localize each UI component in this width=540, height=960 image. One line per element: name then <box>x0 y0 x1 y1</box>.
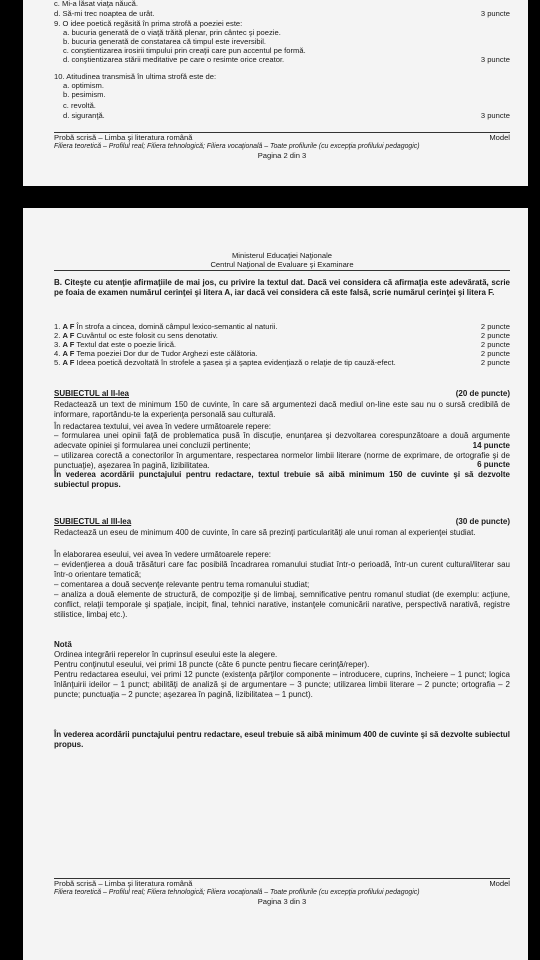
part-b-item-2 <box>54 331 510 340</box>
footer-line-1 <box>54 879 510 888</box>
note-title: Notă <box>54 640 72 649</box>
subject-2-title: SUBIECTUL al II-lea <box>54 389 129 398</box>
subject-3-guide-1: – evidenţierea a două trăsături care fac posibilă încadrarea romanului studiat într-o perioadă, într-un curent cultural/literar sau într-o orientare tematică; <box>54 560 510 579</box>
subject-2-guide-intro: În redactarea textului, vei avea în vedere următoarele repere: <box>54 422 272 431</box>
true-false-marker: A F <box>62 349 75 358</box>
footer-page-number: Pagina 2 din 3 <box>257 151 307 160</box>
header-rule <box>54 270 510 271</box>
item9-option-d-text: d. conştientizarea stării meditative pe care o resimte orice creator. <box>63 55 285 64</box>
item-score: 2 puncte <box>480 340 510 349</box>
item-score: 2 puncte <box>480 322 510 331</box>
footer-line-2: Filiera teoretică – Profilul real; Filiera tehnologică; Filiera vocaţională – Toate profilurile (cu excepţia profilului pedagogic) <box>54 143 420 150</box>
subject-3-task: Redactează un eseu de minimum 400 de cuvinte, în care să prezinţi particularităţi ale unui roman al experienţei studiat. <box>54 528 476 537</box>
subject-3-guide-3: – analiza a două elemente de structură, de compoziţie şi de limbaj, semnificative pentru romanul studiat (de exemplu: acţiune, conflict, relaţii temporale şi spaţiale, incipit, final, tehnici narative, instanţele comunicării narative, perspectivă narativă, registre stilistice, limbaj etc.). <box>54 590 510 619</box>
subject-2-guide-2-score: 6 puncte <box>477 460 510 469</box>
item10-question: 10. Atitudinea transmisă în ultima strofă este de: <box>54 72 217 81</box>
subject-2-guide-1: – formularea unei opinii faţă de problematica pusă în discuţie, enunţarea şi dezvoltarea corespunzătoare a două argumente adecvate opiniei şi formularea unei concluzii pertinente; <box>54 431 510 450</box>
item8-score: 3 puncte <box>480 9 510 18</box>
item-number: 1. <box>54 322 61 331</box>
true-false-marker: A F <box>62 322 75 331</box>
subject-3-title: SUBIECTUL al III-lea <box>54 517 132 526</box>
subject-2-guide-2: – utilizarea corectă a conectorilor în argumentare, respectarea normelor limbii literare (norme de exprimare, de ortografie şi de punctuaţie), aşezarea în pagină, lizibilitatea. <box>54 451 510 470</box>
true-false-marker: A F <box>62 340 75 349</box>
true-false-marker: A F <box>62 358 75 367</box>
item-score: 2 puncte <box>480 349 510 358</box>
item10-option-c: c. revoltă. <box>63 101 96 110</box>
footer-line-2: Filiera teoretică – Profilul real; Filiera tehnologică; Filiera vocaţională – Toate profilurile (cu excepţia profilului pedagogic) <box>54 889 420 896</box>
subject-2-header <box>54 389 510 398</box>
part-b-item-1 <box>54 322 510 331</box>
item10-option-d <box>63 111 510 120</box>
item10-option-d-text: d. siguranţă. <box>63 111 105 120</box>
item10-option-b: b. pesimism. <box>63 90 106 99</box>
item-text: Textul dat este o poezie lirică. <box>76 340 177 349</box>
item9-option-d <box>63 55 510 64</box>
item10-option-a: a. optimism. <box>63 81 104 90</box>
note-line-3: Pentru redactarea eseului, vei primi 12 puncte (existenţa părţilor componente – introducere, cuprins, încheiere – 1 punct; logica înlănţuirii ideilor – 1 punct; abilităţi de analiză şi de argumentare – 3 puncte; utilizarea limbii literare – 2 puncte; ortografia – 2 puncte; punctuaţia – 2 puncte; aşezarea în pagină, lizibilitatea – 1 punct). <box>54 670 510 699</box>
footer-exam-name: Probă scrisă – Limba şi literatura română <box>54 133 193 142</box>
part-b-item-4 <box>54 349 510 358</box>
subject-2-points: (20 de puncte) <box>455 389 510 398</box>
part-b-item-3 <box>54 340 510 349</box>
note-line-2: Pentru conţinutul eseului, vei primi 18 puncte (câte 6 puncte pentru fiecare cerinţă/reper). <box>54 660 370 669</box>
item9-score: 3 puncte <box>480 55 510 64</box>
item8-option-d <box>54 9 510 18</box>
footer-line-1 <box>54 133 510 142</box>
center-header: Centrul Naţional de Evaluare şi Examinare <box>210 260 354 269</box>
item-number: 3. <box>54 340 61 349</box>
item-score: 2 puncte <box>480 331 510 340</box>
subject-2-task: Redactează un text de minimum 150 de cuvinte, în care să argumentezi dacă mediul on-line este sau nu o sursă credibilă de informare, raportându-te la experienţa personală sau culturală. <box>54 400 510 419</box>
item-text: În strofa a cincea, domină câmpul lexico-semantic al naturii. <box>76 322 278 331</box>
subject-3-header <box>54 517 510 526</box>
true-false-marker: A F <box>62 331 75 340</box>
item10-score: 3 puncte <box>480 111 510 120</box>
item-score: 2 puncte <box>480 358 510 367</box>
item-text: Tema poeziei Dor dur de Tudor Arghezi este călătoria. <box>76 349 258 358</box>
item-text: Cuvântul oc este folosit cu sens denotativ. <box>76 331 218 340</box>
item8-option-d-text: d. Să-mi trec noaptea de urât. <box>54 9 155 18</box>
subject-2-word-note: În vederea acordării punctajului pentru redactare, textul trebuie să aibă minimum 150 de cuvinte şi să dezvolte subiectul propus. <box>54 470 510 489</box>
item9-option-c: c. conştientizarea irosirii timpului prin creaţii care pun accentul pe formă. <box>63 46 306 55</box>
item9-option-a: a. bucuria generată de o viaţă trăită plenar, prin cântec şi poezie. <box>63 28 281 37</box>
footer-model: Model <box>489 879 510 888</box>
subject-3-guide-intro: În elaborarea eseului, vei avea în vedere următoarele repere: <box>54 550 272 559</box>
note-line-1: Ordinea integrării reperelor în cuprinsul eseului este la alegere. <box>54 650 278 659</box>
item-number: 5. <box>54 358 61 367</box>
footer-exam-name: Probă scrisă – Limba şi literatura română <box>54 879 193 888</box>
subject-3-points: (30 de puncte) <box>455 517 510 526</box>
subject-2-guide-1-score: 14 puncte <box>472 441 510 450</box>
subject-3-word-note: În vederea acordării punctajului pentru redactare, eseul trebuie să aibă minimum 400 de cuvinte şi să dezvolte subiectul propus. <box>54 730 510 749</box>
ministry-header: Ministerul Educaţiei Naţionale <box>231 251 333 260</box>
exam-page-3 <box>23 208 528 960</box>
item-number: 4. <box>54 349 61 358</box>
footer-model: Model <box>489 133 510 142</box>
part-b-instructions: B. Citeşte cu atenţie afirmaţiile de mai jos, cu privire la textul dat. Dacă vei considera că afirmaţia este adevărată, scrie pe foaia de examen numărul cerinţei şi litera A, iar dacă vei considera că este falsă, scrie numărul cerinţei şi litera F. <box>54 278 510 297</box>
footer-page-number: Pagina 3 din 3 <box>257 897 307 906</box>
exam-page-2 <box>23 0 528 186</box>
item9-question: 9. O idee poetică regăsită în prima strofă a poeziei este: <box>54 19 243 28</box>
item-text: Ideea poetică dezvoltată în strofele a şasea şi a şaptea evidenţiază o relaţie de tip cauză-efect. <box>76 358 396 367</box>
item-number: 2. <box>54 331 61 340</box>
item8-option-c: c. Mi-a lăsat viaţa năucă. <box>54 0 138 8</box>
subject-3-guide-2: – comentarea a două secvenţe relevante pentru tema romanului studiat; <box>54 580 310 589</box>
item9-option-b: b. bucuria generată de constatarea că timpul este ireversibil. <box>63 37 267 46</box>
part-b-item-5 <box>54 358 510 367</box>
